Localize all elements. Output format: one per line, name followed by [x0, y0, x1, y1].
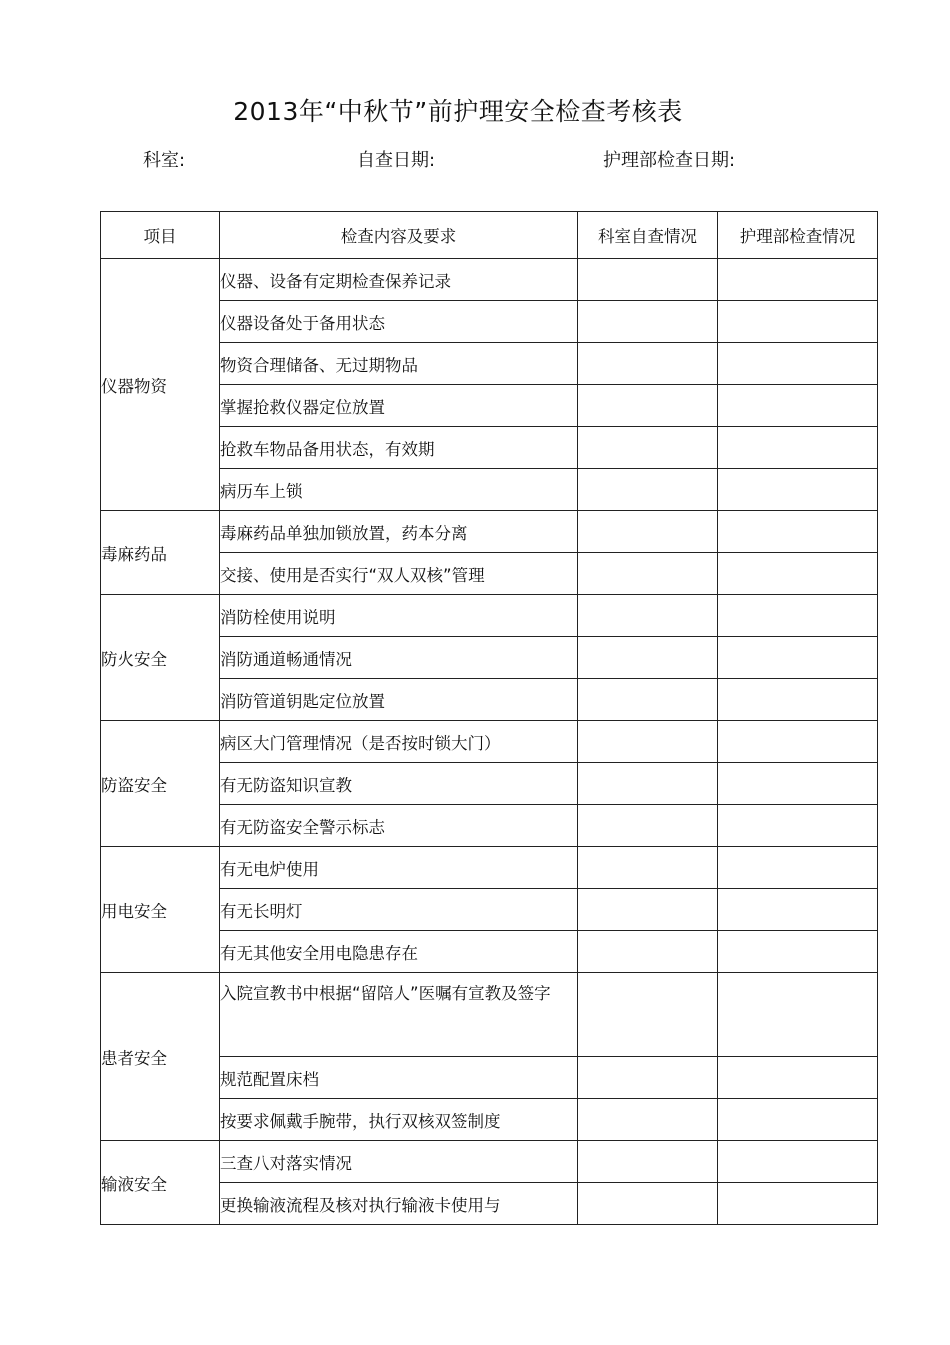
requirement-cell: 抢救车物品备用状态，有效期	[220, 427, 578, 469]
header-dept-self-check: 科室自查情况	[578, 212, 718, 259]
table-row	[101, 595, 878, 637]
category-cell: 输液安全	[101, 1141, 220, 1225]
nursing-check-cell[interactable]	[718, 1141, 878, 1183]
dept-self-check-cell[interactable]	[578, 847, 718, 889]
requirement-cell: 毒麻药品单独加锁放置，药本分离	[220, 511, 578, 553]
dept-self-check-cell[interactable]	[578, 301, 718, 343]
table-row	[101, 511, 878, 553]
dept-self-check-cell[interactable]	[578, 637, 718, 679]
nursing-check-cell[interactable]	[718, 973, 878, 1057]
category-cell: 防火安全	[101, 595, 220, 721]
nursing-check-cell[interactable]	[718, 721, 878, 763]
category-cell: 仪器物资	[101, 259, 220, 511]
nursing-check-cell[interactable]	[718, 469, 878, 511]
nursing-check-cell[interactable]	[718, 259, 878, 301]
dept-self-check-cell[interactable]	[578, 1099, 718, 1141]
dept-label: 科室:	[143, 150, 186, 171]
nursing-check-cell[interactable]	[718, 889, 878, 931]
requirement-cell: 入院宣教书中根据“留陪人”医嘱有宣教及签字	[220, 973, 578, 1057]
requirement-cell: 按要求佩戴手腕带，执行双核双签制度	[220, 1099, 578, 1141]
self-check-date-label: 自查日期:	[357, 150, 436, 171]
nursing-check-cell[interactable]	[718, 1099, 878, 1141]
nursing-check-cell[interactable]	[718, 595, 878, 637]
nursing-check-cell[interactable]	[718, 427, 878, 469]
nursing-check-cell[interactable]	[718, 931, 878, 973]
dept-self-check-cell[interactable]	[578, 973, 718, 1057]
dept-self-check-cell[interactable]	[578, 931, 718, 973]
header-item: 项目	[101, 212, 220, 259]
header-requirements: 检查内容及要求	[220, 212, 578, 259]
dept-self-check-cell[interactable]	[578, 721, 718, 763]
header-nursing-check: 护理部检查情况	[718, 212, 878, 259]
nursing-check-cell[interactable]	[718, 553, 878, 595]
table-row	[101, 721, 878, 763]
dept-self-check-cell[interactable]	[578, 259, 718, 301]
dept-self-check-cell[interactable]	[578, 805, 718, 847]
category-cell: 防盗安全	[101, 721, 220, 847]
category-cell: 用电安全	[101, 847, 220, 973]
table-row	[101, 259, 878, 301]
nursing-check-cell[interactable]	[718, 1057, 878, 1099]
dept-self-check-cell[interactable]	[578, 595, 718, 637]
requirement-cell: 有无其他安全用电隐患存在	[220, 931, 578, 973]
requirement-cell: 掌握抢救仪器定位放置	[220, 385, 578, 427]
dept-self-check-cell[interactable]	[578, 1141, 718, 1183]
nursing-check-cell[interactable]	[718, 1183, 878, 1225]
requirement-cell: 病区大门管理情况（是否按时锁大门）	[220, 721, 578, 763]
table-row	[101, 973, 878, 1057]
dept-self-check-cell[interactable]	[578, 1183, 718, 1225]
dept-self-check-cell[interactable]	[578, 511, 718, 553]
nursing-check-cell[interactable]	[718, 637, 878, 679]
nursing-check-cell[interactable]	[718, 511, 878, 553]
table-row	[101, 847, 878, 889]
nursing-check-date-label: 护理部检查日期:	[603, 150, 736, 171]
dept-self-check-cell[interactable]	[578, 763, 718, 805]
requirement-cell: 病历车上锁	[220, 469, 578, 511]
requirement-cell: 有无长明灯	[220, 889, 578, 931]
dept-self-check-cell[interactable]	[578, 427, 718, 469]
requirement-cell: 消防栓使用说明	[220, 595, 578, 637]
requirement-cell: 消防管道钥匙定位放置	[220, 679, 578, 721]
requirement-cell: 交接、使用是否实行“双人双核”管理	[220, 553, 578, 595]
category-cell: 患者安全	[101, 973, 220, 1141]
dept-self-check-cell[interactable]	[578, 385, 718, 427]
dept-self-check-cell[interactable]	[578, 1057, 718, 1099]
table-header-row	[101, 212, 878, 259]
nursing-check-cell[interactable]	[718, 805, 878, 847]
dept-self-check-cell[interactable]	[578, 553, 718, 595]
category-cell: 毒麻药品	[101, 511, 220, 595]
requirement-cell: 有无防盗知识宣教	[220, 763, 578, 805]
requirement-cell: 消防通道畅通情况	[220, 637, 578, 679]
dept-self-check-cell[interactable]	[578, 889, 718, 931]
requirement-cell: 仪器设备处于备用状态	[220, 301, 578, 343]
nursing-check-cell[interactable]	[718, 301, 878, 343]
requirement-cell: 更换输液流程及核对执行输液卡使用与	[220, 1183, 578, 1225]
nursing-check-cell[interactable]	[718, 385, 878, 427]
dept-self-check-cell[interactable]	[578, 343, 718, 385]
requirement-cell: 三查八对落实情况	[220, 1141, 578, 1183]
requirement-cell: 有无防盗安全警示标志	[220, 805, 578, 847]
nursing-check-cell[interactable]	[718, 679, 878, 721]
dept-self-check-cell[interactable]	[578, 469, 718, 511]
nursing-check-cell[interactable]	[718, 343, 878, 385]
inspection-table	[100, 211, 878, 1225]
table-row	[101, 1141, 878, 1183]
nursing-check-cell[interactable]	[718, 763, 878, 805]
requirement-cell: 仪器、设备有定期检查保养记录	[220, 259, 578, 301]
dept-self-check-cell[interactable]	[578, 679, 718, 721]
requirement-cell: 有无电炉使用	[220, 847, 578, 889]
nursing-check-cell[interactable]	[718, 847, 878, 889]
document-title: 2013年“中秋节”前护理安全检查考核表	[233, 97, 683, 126]
requirement-cell: 物资合理储备、无过期物品	[220, 343, 578, 385]
requirement-cell: 规范配置床档	[220, 1057, 578, 1099]
